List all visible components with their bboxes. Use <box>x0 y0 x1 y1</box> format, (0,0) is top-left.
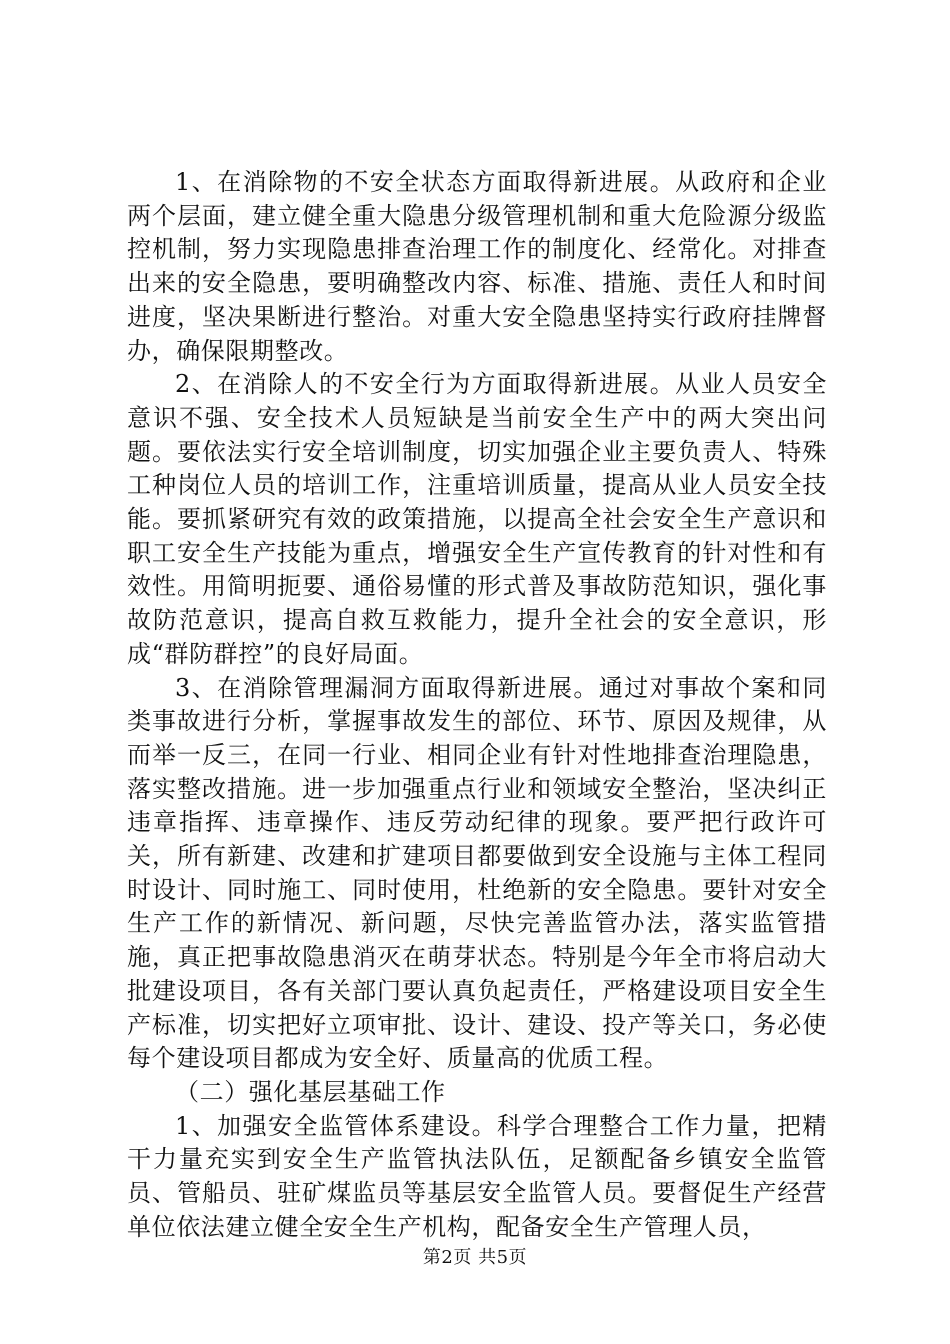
paragraph-eliminate-unsafe-states: 1、在消除物的不安全状态方面取得新进展。从政府和企业两个层面，建立健全重大隐患分级管理机制和重大危险源分级监控机制，努力实现隐患排查治理工作的制度化、经常化。对排查出来的安全隐患，要明确整改内容、标准、措施、责任人和时间进度，坚决果断进行整治。对重大安全隐患坚持实行政府挂牌督办，确保限期整改。 <box>127 168 827 365</box>
section-heading-grassroots: （二）强化基层基础工作 <box>175 1077 446 1106</box>
paragraph-eliminate-unsafe-behavior: 2、在消除人的不安全行为方面取得新进展。从业人员安全意识不强、安全技术人员短缺是当前安全生产中的两大突出问题。要依法实行安全培训制度，切实加强企业主要负责人、特殊工种岗位人员的培训工作，注重培训质量，提高从业人员安全技能。要抓紧研究有效的政策措施，以提高全社会安全生产意识和职工安全生产技能为重点，增强安全生产宣传教育的针对性和有效性。用简明扼要、通俗易懂的形式普及事故防范知识，强化事故防范意识，提高自救互救能力，提升全社会的安全意识，形成“群防群控”的良好局面。 <box>127 370 827 668</box>
paragraph-supervision-system: 1、加强安全监管体系建设。科学合理整合工作力量，把精干力量充实到安全生产监管执法队伍，足额配备乡镇安全监管员、管船员、驻矿煤监员等基层安全监管人员。要督促生产经营单位依法建立健全安全生产机构，配备安全生产管理人员， <box>127 1111 827 1241</box>
paragraph-eliminate-management-gaps: 3、在消除管理漏洞方面取得新进展。通过对事故个案和同类事故进行分析，掌握事故发生的部位、环节、原因及规律，从而举一反三，在同一行业、相同企业有针对性地排查治理隐患，落实整改措施。进一步加强重点行业和领域安全整治，坚决纠正违章指挥、违章操作、违反劳动纪律的现象。要严把行政许可关，所有新建、改建和扩建项目都要做到安全设施与主体工程同时设计、同时施工、同时使用，杜绝新的安全隐患。要针对安全生产工作的新情况、新问题，尽快完善监管办法，落实监管措施，真正把事故隐患消灭在萌芽状态。特别是今年全市将启动大批建设项目，各有关部门要认真负起责任，严格建设项目安全生产标准，切实把好立项审批、设计、建设、投产等关口，务必使每个建设项目都成为安全好、质量高的优质工程。 <box>127 673 827 1073</box>
page-number-footer: 第2页 共5页 <box>422 1247 528 1268</box>
document-body <box>127 166 827 1245</box>
